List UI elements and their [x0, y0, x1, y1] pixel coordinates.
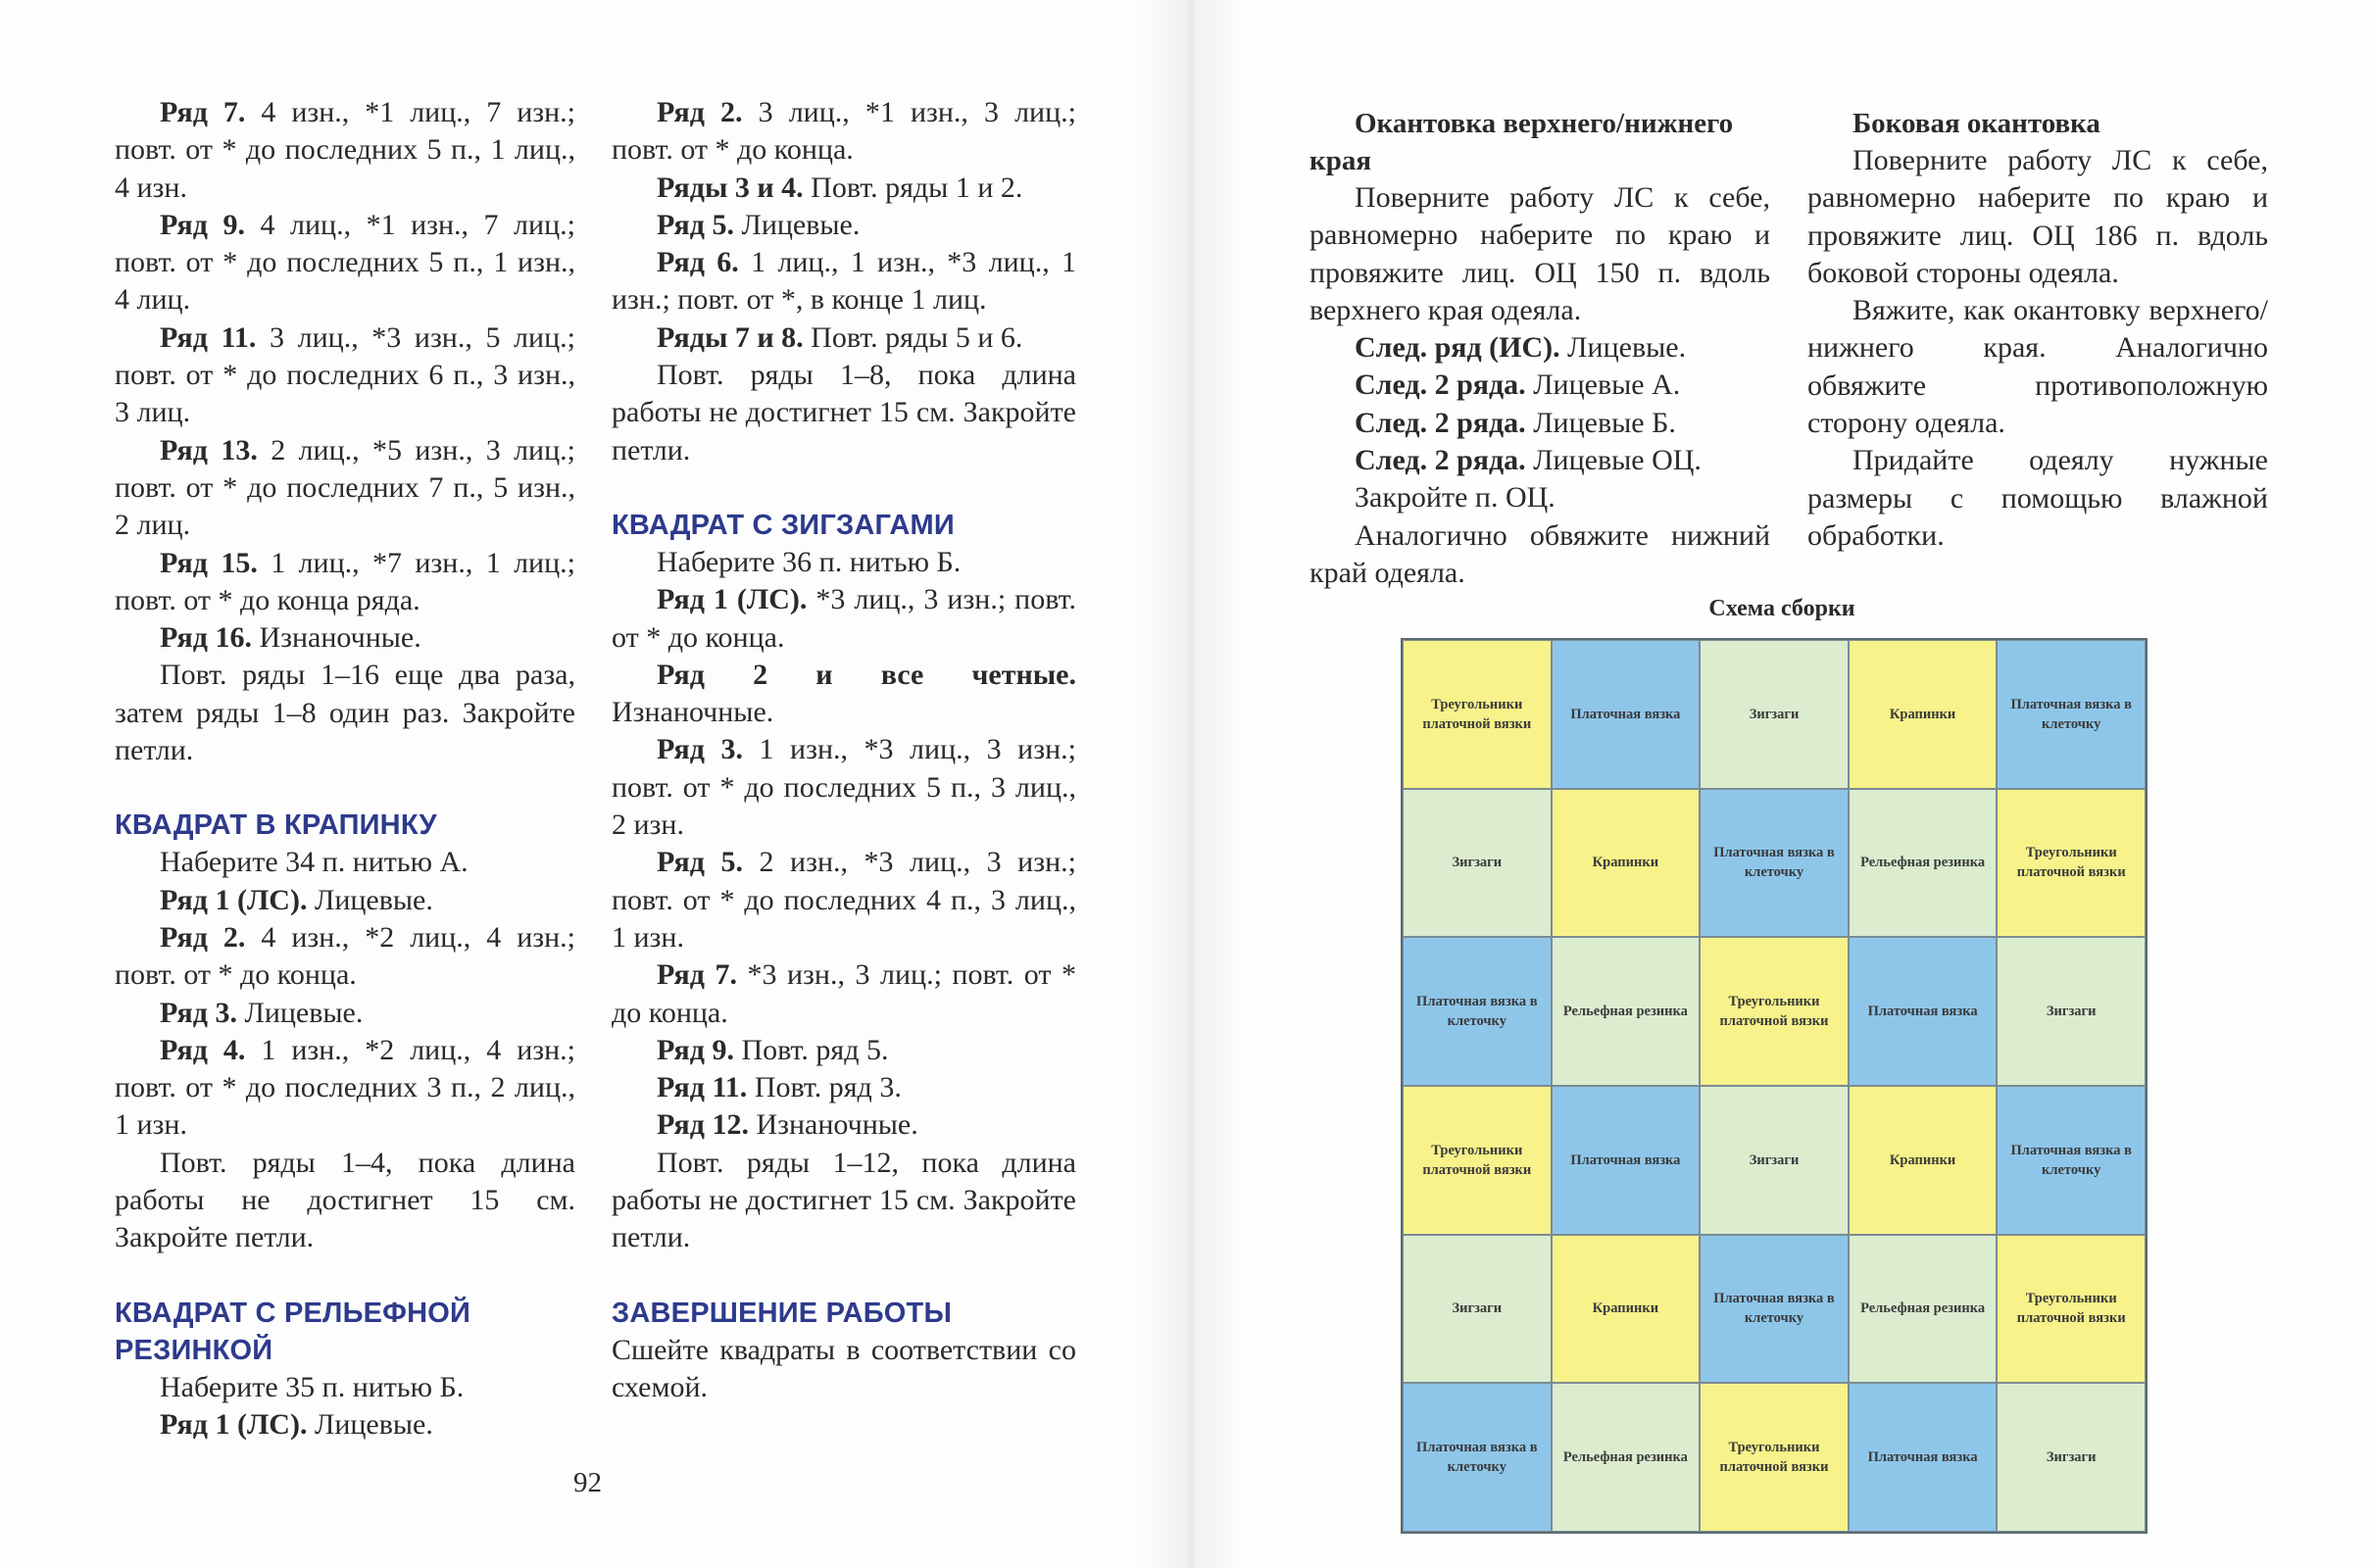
instruction-paragraph [1309, 479, 1770, 516]
instruction-text: Повт. ряды 1–4, пока длина работы не достигнет 15 см. Закройте петли. [115, 1146, 575, 1254]
instruction-text: Вяжите, как окантовку верхнего/нижнего края. Аналогично обвяжите противоположную сторону одеяла. [1807, 294, 2268, 440]
instruction-paragraph [612, 731, 1076, 844]
scheme-cell: Треугольники платочной вязки [1997, 1235, 2146, 1384]
scheme-cell: Зигзаги [1403, 789, 1552, 938]
instruction-text: *3 лиц., 3 изн.; повт. от * до конца. [612, 583, 1076, 654]
row-label: След. 2 ряда. [1355, 368, 1526, 402]
row-label: Ряд 1 (ЛС). [160, 1407, 308, 1441]
instruction-paragraph [612, 1032, 1076, 1069]
row-label: Ряд 7. [160, 96, 246, 128]
section-heading: КВАДРАТ С РЕЛЬЕФНОЙ РЕЗИНКОЙ [115, 1297, 471, 1366]
row-label: Ряд 3. [657, 733, 743, 766]
instruction-text: Лицевые ОЦ. [1525, 444, 1702, 477]
scheme-cell: Зигзаги [1403, 1235, 1552, 1384]
subsection-heading: Боковая окантовка [1852, 108, 2100, 139]
instruction-paragraph [115, 1369, 575, 1406]
instruction-text: Поверните работу ЛС к себе, равномерно наберите по краю и провяжите лиц. ОЦ 150 п. вдоль верхнего края одеяла. [1309, 181, 1770, 326]
scheme-cell: Крапинки [1849, 640, 1998, 789]
instruction-text: 4 лиц., *1 изн., 7 лиц.; повт. от * до последних 5 п., 1 изн., 4 лиц. [115, 208, 575, 317]
subsection-heading: Окантовка верхнего/нижнего края [1309, 108, 1734, 176]
instruction-paragraph [612, 244, 1076, 319]
instruction-paragraph [115, 1406, 575, 1444]
scheme-cell: Треугольники платочной вязки [1700, 1383, 1849, 1532]
instruction-text: 1 лиц., 1 изн., *3 лиц., 1 изн.; повт. от *, в конце 1 лиц. [612, 246, 1076, 317]
scheme-cell: Платочная вязка [1849, 1383, 1998, 1532]
instruction-text: Лицевые. [307, 1407, 433, 1441]
instruction-text: Повт. ряды 1–12, пока длина работы не достигнет 15 см. Закройте петли. [612, 1146, 1076, 1254]
instruction-text: 1 изн., *2 лиц., 4 изн.; повт. от * до последних 3 п., 2 лиц., 1 изн. [115, 1033, 575, 1142]
instruction-text: Придайте одеялу нужные размеры с помощью влажной обработки. [1807, 444, 2268, 552]
instruction-text: Лицевые Б. [1525, 406, 1676, 439]
right-page-column-2 [1807, 105, 2268, 555]
instruction-paragraph [115, 844, 575, 881]
instruction-paragraph [115, 319, 575, 432]
scheme-cell: Треугольники платочной вязки [1403, 1086, 1552, 1235]
instruction-text: Повт. ряды 1–8, пока длина работы не достигнет 15 см. Закройте петли. [612, 359, 1076, 466]
scheme-cell: Платочная вязка [1552, 1086, 1701, 1235]
row-label: Ряд 5. [657, 208, 734, 241]
instruction-paragraph [612, 1332, 1076, 1407]
instruction-text: Изнаночные. [748, 1108, 918, 1142]
instruction-paragraph [612, 581, 1076, 657]
scheme-cell: Треугольники платочной вязки [1403, 640, 1552, 789]
instruction-paragraph [115, 207, 575, 319]
instruction-paragraph [115, 1032, 575, 1145]
instruction-text: Наберите 36 п. нитью Б. [657, 545, 962, 578]
row-label: Ряд 5. [657, 846, 743, 879]
instruction-text: Изнаночные. [251, 621, 421, 655]
instruction-text: Закройте п. ОЦ. [1355, 481, 1555, 514]
instruction-text: Наберите 35 п. нитью Б. [160, 1370, 465, 1403]
instruction-text: Повт. ряд 5. [733, 1033, 889, 1066]
instruction-paragraph [115, 432, 575, 545]
instruction-text: 1 лиц., *7 изн., 1 лиц.; повт. от * до конца ряда. [115, 546, 575, 616]
instruction-paragraph [612, 207, 1076, 244]
left-page-column-2 [612, 94, 1076, 1406]
instruction-paragraph [1309, 329, 1770, 367]
instruction-paragraph [612, 94, 1076, 170]
assembly-scheme-grid [1401, 638, 2148, 1534]
instruction-text: Поверните работу ЛС к себе, равномерно наберите по краю и провяжите лиц. ОЦ 186 п. вдоль боковой стороны одеяла. [1807, 144, 2268, 289]
scheme-cell: Платочная вязка в клеточку [1403, 937, 1552, 1086]
book-gutter [1137, 0, 1245, 1568]
scheme-cell: Крапинки [1552, 789, 1701, 938]
row-label: След. 2 ряда. [1355, 406, 1526, 439]
instruction-paragraph [1309, 442, 1770, 479]
instruction-text: 1 изн., *3 лиц., 3 изн.; повт. от * до последних 5 п., 3 лиц., 2 изн. [612, 733, 1076, 842]
scheme-cell: Треугольники платочной вязки [1997, 789, 2146, 938]
section-heading: КВАДРАТ С ЗИГЗАГАМИ [612, 509, 955, 541]
instruction-paragraph [612, 1145, 1076, 1257]
row-label: Ряд 11. [160, 320, 257, 354]
scheme-cell: Зигзаги [1700, 1086, 1849, 1235]
instruction-text: Аналогично обвяжите нижний край одеяла. [1309, 518, 1770, 589]
scheme-cell: Рельефная резинка [1849, 1235, 1998, 1384]
instruction-paragraph [115, 1145, 575, 1257]
row-label: Ряд 1 (ЛС). [657, 583, 808, 616]
row-label: Ряд 2 и все четные. [657, 658, 1076, 691]
instruction-text: Сшейте квадраты в соответствии со схемой. [612, 1333, 1076, 1403]
scheme-cell: Зигзаги [1997, 937, 2146, 1086]
scheme-cell: Зигзаги [1700, 640, 1849, 789]
instruction-paragraph [1309, 517, 1770, 593]
row-label: Ряды 3 и 4. [657, 171, 804, 204]
scheme-cell: Платочная вязка в клеточку [1403, 1383, 1552, 1532]
scheme-cell: Платочная вязка в клеточку [1997, 640, 2146, 789]
row-label: Ряд 3. [160, 996, 237, 1029]
row-label: След. ряд (ИС). [1355, 331, 1560, 365]
section-heading: ЗАВЕРШЕНИЕ РАБОТЫ [612, 1297, 953, 1329]
instruction-paragraph [612, 657, 1076, 732]
instruction-paragraph [115, 545, 575, 620]
row-label: След. 2 ряда. [1355, 444, 1526, 477]
row-label: Ряд 7. [657, 958, 737, 992]
instruction-text: 3 лиц., *3 изн., 5 лиц.; повт. от * до последних 6 п., 3 изн., 3 лиц. [115, 320, 575, 429]
instruction-text: Наберите 34 п. нитью А. [160, 846, 469, 879]
scheme-cell: Платочная вязка в клеточку [1700, 789, 1849, 938]
row-label: Ряд 4. [160, 1033, 246, 1066]
instruction-paragraph [115, 619, 575, 657]
instruction-paragraph [612, 357, 1076, 469]
instruction-paragraph [115, 94, 575, 207]
instruction-text: Лицевые. [307, 883, 433, 916]
instruction-paragraph [1807, 142, 2268, 292]
row-label: Ряд 6. [657, 246, 739, 279]
instruction-text: 3 лиц., *1 изн., 3 лиц.; повт. от * до конца. [612, 96, 1076, 167]
scheme-cell: Платочная вязка в клеточку [1700, 1235, 1849, 1384]
instruction-text: Изнаночные. [612, 696, 774, 729]
instruction-paragraph [1309, 367, 1770, 404]
instruction-text: *3 изн., 3 лиц.; повт. от * до конца. [612, 958, 1076, 1029]
instruction-paragraph [1807, 442, 2268, 555]
instruction-text: 4 изн., *1 лиц., 7 изн.; повт. от * до последних 5 п., 1 лиц., 4 изн. [115, 96, 575, 204]
instruction-paragraph [115, 995, 575, 1032]
row-label: Ряд 2. [160, 920, 246, 954]
row-label: Ряд 2. [657, 96, 743, 128]
instruction-paragraph [612, 544, 1076, 581]
instruction-paragraph [612, 956, 1076, 1032]
instruction-text: Повт. ряды 1–16 еще два раза, затем ряды 1–8 один раз. Закройте петли. [115, 659, 575, 767]
row-label: Ряд 12. [657, 1108, 749, 1142]
row-label: Ряд 16. [160, 621, 252, 655]
instruction-paragraph [115, 882, 575, 919]
instruction-paragraph [1309, 405, 1770, 442]
instruction-text: Повт. ряд 3. [747, 1071, 902, 1104]
left-page-column-1 [115, 94, 575, 1444]
row-label: Ряд 13. [160, 433, 258, 466]
page-number: 92 [573, 1467, 602, 1498]
instruction-text: Лицевые. [1559, 331, 1687, 365]
scheme-cell: Платочная вязка [1552, 640, 1701, 789]
scheme-cell: Платочная вязка в клеточку [1997, 1086, 2146, 1235]
row-label: Ряд 9. [160, 208, 245, 241]
scheme-cell: Платочная вязка [1849, 937, 1998, 1086]
row-label: Ряды 7 и 8. [657, 320, 804, 354]
row-label: Ряд 1 (ЛС). [160, 883, 308, 916]
scheme-cell: Зигзаги [1997, 1383, 2146, 1532]
instruction-paragraph [1309, 179, 1770, 329]
instruction-paragraph [612, 170, 1076, 207]
section-heading: КВАДРАТ В КРАПИНКУ [115, 809, 437, 842]
instruction-paragraph [1807, 292, 2268, 442]
row-label: Ряд 15. [160, 546, 258, 579]
instruction-text: Лицевые. [733, 208, 861, 241]
scheme-cell: Крапинки [1552, 1235, 1701, 1384]
instruction-text: 2 изн., *3 лиц., 3 изн.; повт. от * до последних 4 п., 3 лиц., 1 изн. [612, 846, 1076, 954]
scheme-cell: Рельефная резинка [1849, 789, 1998, 938]
scheme-title: Схема сборки [1708, 596, 1855, 621]
instruction-text: 2 лиц., *5 изн., 3 лиц.; повт. от * до последних 7 п., 5 изн., 2 лиц. [115, 433, 575, 542]
instruction-paragraph [115, 919, 575, 995]
instruction-text: Лицевые А. [1525, 368, 1681, 402]
scheme-cell: Крапинки [1849, 1086, 1998, 1235]
scheme-cell: Треугольники платочной вязки [1700, 937, 1849, 1086]
instruction-paragraph [612, 844, 1076, 956]
instruction-paragraph [612, 1106, 1076, 1144]
scheme-cell: Рельефная резинка [1552, 1383, 1701, 1532]
instruction-text: Лицевые. [236, 996, 364, 1029]
instruction-paragraph [612, 1069, 1076, 1106]
instruction-text: Повт. ряды 1 и 2. [803, 171, 1023, 204]
right-page-column-1 [1309, 105, 1770, 592]
instruction-paragraph [612, 319, 1076, 357]
instruction-text: Повт. ряды 5 и 6. [803, 320, 1023, 354]
row-label: Ряд 9. [657, 1033, 734, 1066]
row-label: Ряд 11. [657, 1071, 748, 1104]
scheme-cell: Рельефная резинка [1552, 937, 1701, 1086]
instruction-text: 4 изн., *2 лиц., 4 изн.; повт. от * до конца. [115, 920, 575, 992]
instruction-paragraph [115, 657, 575, 769]
